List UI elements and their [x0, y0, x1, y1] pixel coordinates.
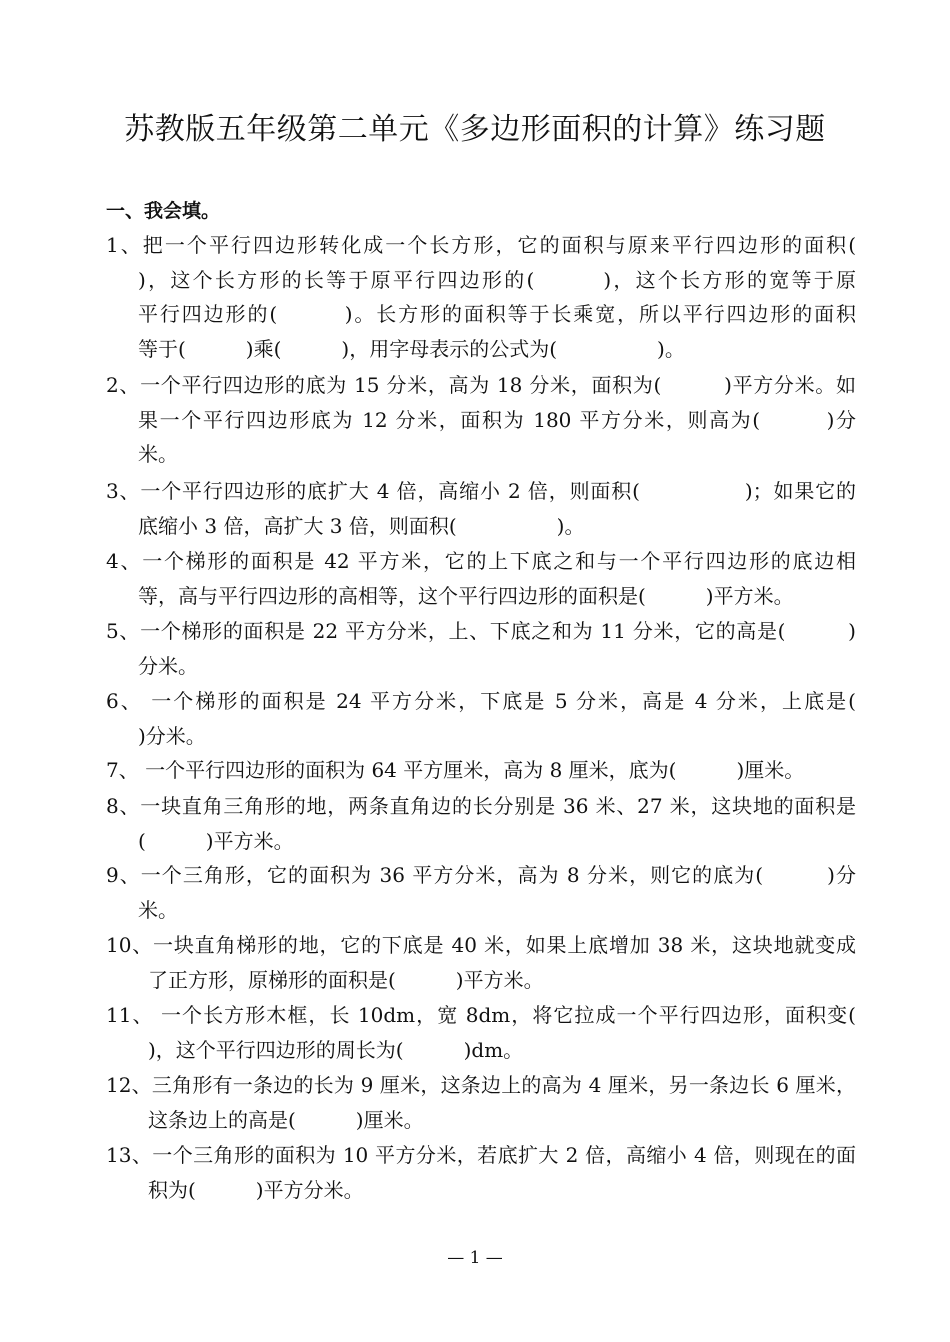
question-line: 等，高与平行四边形的高相等，这个平行四边形的面积是( )平方米。 — [138, 583, 794, 608]
question-line: 7、 一个平行四边形的面积为 64 平方厘米，高为 8 厘米，底为( )厘米。 — [106, 758, 805, 782]
question-line: 12、三角形有一条边的长为 9 厘米，这条边上的高为 4 厘米，另一条边长 6 厘米， — [106, 1073, 856, 1097]
question-line: 等于( )乘( )，用字母表示的公式为( )。 — [138, 336, 685, 361]
question-8 — [106, 789, 856, 858]
question-line: 平行四边形的( )。长方形的面积等于长乘宽，所以平行四边形的面积 — [138, 302, 856, 327]
question-line: 5、一个梯形的面积是 22 平方分米，上、下底之和为 11 分米，它的高是( ) — [106, 619, 856, 643]
question-4 — [106, 544, 856, 613]
question-6 — [106, 684, 856, 753]
question-5 — [106, 614, 856, 683]
page-title: 苏教版五年级第二单元《多边形面积的计算》练习题 — [124, 112, 826, 147]
question-line: )，这个长方形的长等于原平行四边形的( )，这个长方形的宽等于原 — [138, 267, 856, 292]
question-line: 分米。 — [138, 653, 198, 678]
question-line: 积为( )平方分米。 — [148, 1177, 364, 1202]
question-line: 2、一个平行四边形的底为 15 分米，高为 18 分米，面积为( )平方分米。如 — [106, 373, 856, 397]
question-line: 3、一个平行四边形的底扩大 4 倍，高缩小 2 倍，则面积( )；如果它的 — [106, 479, 856, 503]
page-number: — 1 — — [447, 1248, 503, 1268]
question-13 — [106, 1138, 856, 1207]
question-line: )分米。 — [138, 723, 206, 748]
question-2 — [106, 368, 856, 472]
question-11 — [106, 998, 856, 1067]
question-7 — [106, 753, 856, 788]
question-line: 这条边上的高是( )厘米。 — [148, 1107, 424, 1132]
question-line: 了正方形，原梯形的面积是( )平方米。 — [148, 967, 544, 992]
question-line: 4、一个梯形的面积是 42 平方米，它的上下底之和与一个平行四边形的底边相 — [106, 549, 856, 573]
question-12 — [106, 1068, 856, 1137]
question-line: 8、一块直角三角形的地，两条直角边的长分别是 36 米、27 米，这块地的面积是 — [106, 794, 856, 818]
question-line: 底缩小 3 倍，高扩大 3 倍，则面积( )。 — [138, 513, 585, 538]
question-line: 6、 一个梯形的面积是 24 平方分米，下底是 5 分米，高是 4 分米，上底是( — [106, 689, 856, 713]
question-line: 11、 一个长方形木框，长 10dm，宽 8dm，将它拉成一个平行四边形，面积变( — [106, 1003, 856, 1027]
question-line: 9、一个三角形，它的面积为 36 平方分米，高为 8 分米，则它的底为( )分 — [106, 863, 856, 887]
question-line: 果一个平行四边形底为 12 分米，面积为 180 平方分米，则高为( )分 — [138, 407, 856, 432]
question-line: 米。 — [138, 897, 178, 922]
question-9 — [106, 858, 856, 927]
question-1 — [106, 228, 856, 366]
section-heading: 一、我会填。 — [106, 200, 221, 222]
question-line: ( )平方米。 — [138, 828, 294, 853]
question-10 — [106, 928, 856, 997]
question-line: )，这个平行四边形的周长为( )dm。 — [148, 1037, 524, 1062]
question-line: 13、一个三角形的面积为 10 平方分米，若底扩大 2 倍，高缩小 4 倍，则现在的面 — [106, 1143, 856, 1167]
question-line: 米。 — [138, 442, 178, 467]
question-3 — [106, 474, 856, 543]
question-line: 1、把一个平行四边形转化成一个长方形，它的面积与原来平行四边形的面积( — [106, 233, 856, 257]
question-line: 10、一块直角梯形的地，它的下底是 40 米，如果上底增加 38 米，这块地就变成 — [106, 933, 856, 957]
